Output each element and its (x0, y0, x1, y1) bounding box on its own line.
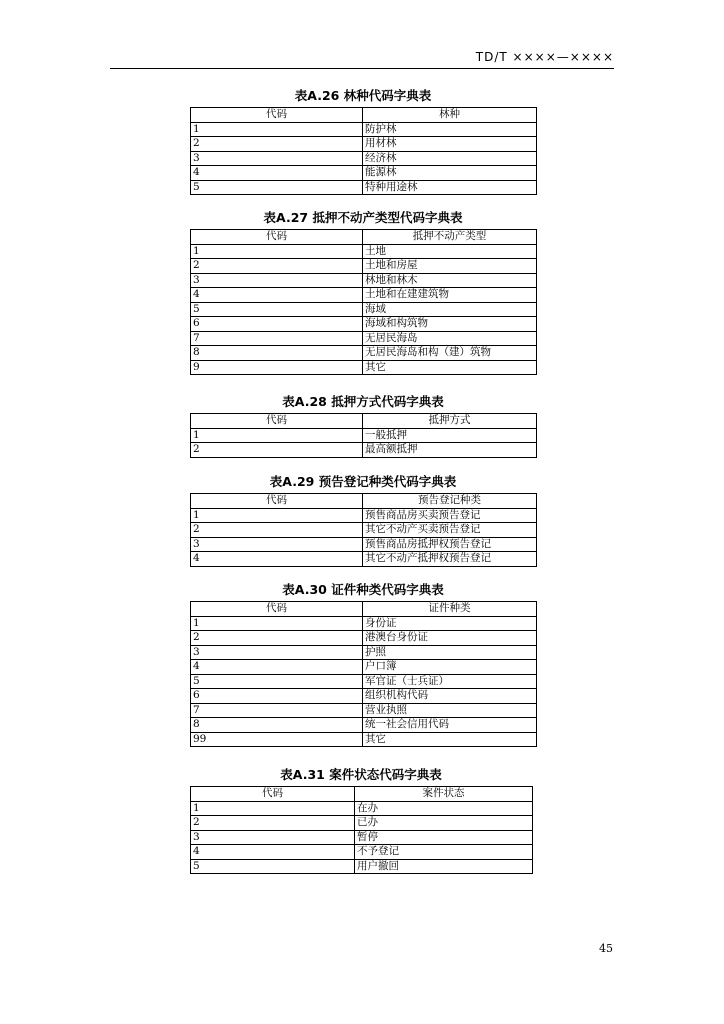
column-header: 抵押不动产类型 (363, 230, 537, 245)
value-cell: 其它 (363, 732, 537, 747)
code-cell: 7 (191, 331, 363, 346)
code-cell: 7 (191, 703, 363, 718)
code-cell: 6 (191, 689, 363, 704)
code-cell: 1 (191, 616, 363, 631)
code-cell: 3 (191, 151, 363, 166)
code-cell: 2 (191, 443, 363, 458)
table-row (191, 259, 537, 274)
value-cell: 海域和构筑物 (363, 317, 537, 332)
table-row (191, 244, 537, 259)
value-cell: 在办 (355, 801, 533, 816)
column-header: 林种 (363, 108, 537, 123)
code-cell: 2 (191, 523, 363, 538)
value-cell: 其它不动产抵押权预告登记 (363, 552, 537, 567)
value-cell: 一般抵押 (363, 428, 537, 443)
value-cell: 经济林 (363, 151, 537, 166)
value-cell: 特种用途林 (363, 180, 537, 195)
table-header-row (191, 494, 537, 509)
code-cell: 3 (191, 537, 363, 552)
code-cell: 3 (191, 273, 363, 288)
document-code: TD/T ××××—×××× (475, 50, 614, 64)
header-rule (110, 68, 614, 69)
code-cell: 9 (191, 360, 363, 375)
table-row (191, 331, 537, 346)
value-cell: 最高额抵押 (363, 443, 537, 458)
table-row (191, 801, 533, 816)
value-cell: 林地和林木 (363, 273, 537, 288)
table-header-row (191, 787, 533, 802)
code-cell: 4 (191, 845, 355, 860)
code-cell: 99 (191, 732, 363, 747)
value-cell: 不予登记 (355, 845, 533, 860)
value-cell: 营业执照 (363, 703, 537, 718)
value-cell: 无居民海岛 (363, 331, 537, 346)
column-header: 代码 (191, 108, 363, 123)
table-row (191, 122, 537, 137)
code-cell: 1 (191, 428, 363, 443)
code-table (190, 107, 537, 195)
value-cell: 土地和在建建筑物 (363, 288, 537, 303)
table-a31 (190, 767, 532, 874)
code-table (190, 229, 537, 375)
value-cell: 预售商品房买卖预告登记 (363, 508, 537, 523)
table-title: 表A.29 预告登记种类代码字典表 (269, 474, 457, 489)
value-cell: 土地 (363, 244, 537, 259)
value-cell: 身份证 (363, 616, 537, 631)
code-cell: 3 (191, 645, 363, 660)
code-cell: 1 (191, 122, 363, 137)
column-header: 代码 (191, 414, 363, 429)
table-title: 表A.26 林种代码字典表 (294, 88, 432, 103)
column-header: 抵押方式 (363, 414, 537, 429)
value-cell: 其它不动产买卖预告登记 (363, 523, 537, 538)
table-header-row (191, 108, 537, 123)
table-a28 (190, 394, 536, 458)
table-row (191, 443, 537, 458)
table-title: 表A.30 证件种类代码字典表 (282, 582, 444, 597)
table-a29 (190, 474, 536, 567)
value-cell: 港澳台身份证 (363, 631, 537, 646)
value-cell: 海域 (363, 302, 537, 317)
table-header-row (191, 230, 537, 245)
code-cell: 3 (191, 830, 355, 845)
table-row (191, 360, 537, 375)
value-cell: 军官证（士兵证） (363, 674, 537, 689)
value-cell: 护照 (363, 645, 537, 660)
code-cell: 5 (191, 302, 363, 317)
table-row (191, 137, 537, 152)
table-row (191, 166, 537, 181)
value-cell: 其它 (363, 360, 537, 375)
table-a30 (190, 582, 536, 747)
code-cell: 5 (191, 674, 363, 689)
value-cell: 统一社会信用代码 (363, 718, 537, 733)
column-header: 代码 (191, 602, 363, 617)
table-header-row (191, 414, 537, 429)
table-title: 表A.28 抵押方式代码字典表 (282, 394, 444, 409)
table-row (191, 660, 537, 675)
table-row (191, 645, 537, 660)
table-row (191, 859, 533, 874)
table-a27 (190, 210, 536, 375)
table-title: 表A.31 案件状态代码字典表 (280, 767, 442, 782)
code-cell: 1 (191, 244, 363, 259)
code-cell: 8 (191, 718, 363, 733)
value-cell: 用户撤回 (355, 859, 533, 874)
table-row (191, 718, 537, 733)
code-cell: 1 (191, 801, 355, 816)
table-header-row (191, 602, 537, 617)
code-cell: 6 (191, 317, 363, 332)
table-row (191, 631, 537, 646)
code-cell: 5 (191, 180, 363, 195)
code-table (190, 493, 537, 567)
value-cell: 预售商品房抵押权预告登记 (363, 537, 537, 552)
code-cell: 4 (191, 552, 363, 567)
column-header: 案件状态 (355, 787, 533, 802)
value-cell: 用材林 (363, 137, 537, 152)
value-cell: 土地和房屋 (363, 259, 537, 274)
table-row (191, 830, 533, 845)
table-row (191, 537, 537, 552)
value-cell: 暂停 (355, 830, 533, 845)
code-cell: 8 (191, 346, 363, 361)
table-row (191, 302, 537, 317)
table-row (191, 288, 537, 303)
column-header: 证件种类 (363, 602, 537, 617)
table-row (191, 689, 537, 704)
code-table (190, 601, 537, 747)
table-row (191, 845, 533, 860)
table-row (191, 428, 537, 443)
table-row (191, 732, 537, 747)
code-cell: 1 (191, 508, 363, 523)
table-row (191, 616, 537, 631)
code-cell: 4 (191, 288, 363, 303)
table-row (191, 346, 537, 361)
code-cell: 4 (191, 660, 363, 675)
table-row (191, 552, 537, 567)
code-cell: 2 (191, 816, 355, 831)
table-row (191, 674, 537, 689)
value-cell: 组织机构代码 (363, 689, 537, 704)
page-number: 45 (599, 942, 613, 955)
table-a26 (190, 88, 536, 195)
table-row (191, 151, 537, 166)
table-title: 表A.27 抵押不动产类型代码字典表 (263, 210, 463, 225)
value-cell: 防护林 (363, 122, 537, 137)
column-header: 预告登记种类 (363, 494, 537, 509)
table-row (191, 703, 537, 718)
code-table (190, 786, 533, 874)
code-cell: 4 (191, 166, 363, 181)
code-cell: 5 (191, 859, 355, 874)
value-cell: 无居民海岛和构（建）筑物 (363, 346, 537, 361)
code-table (190, 413, 537, 458)
table-row (191, 180, 537, 195)
code-cell: 2 (191, 259, 363, 274)
table-row (191, 816, 533, 831)
table-row (191, 508, 537, 523)
code-cell: 2 (191, 631, 363, 646)
code-cell: 2 (191, 137, 363, 152)
column-header: 代码 (191, 787, 355, 802)
column-header: 代码 (191, 494, 363, 509)
table-row (191, 273, 537, 288)
table-row (191, 523, 537, 538)
table-row (191, 317, 537, 332)
value-cell: 已办 (355, 816, 533, 831)
column-header: 代码 (191, 230, 363, 245)
value-cell: 户口簿 (363, 660, 537, 675)
value-cell: 能源林 (363, 166, 537, 181)
